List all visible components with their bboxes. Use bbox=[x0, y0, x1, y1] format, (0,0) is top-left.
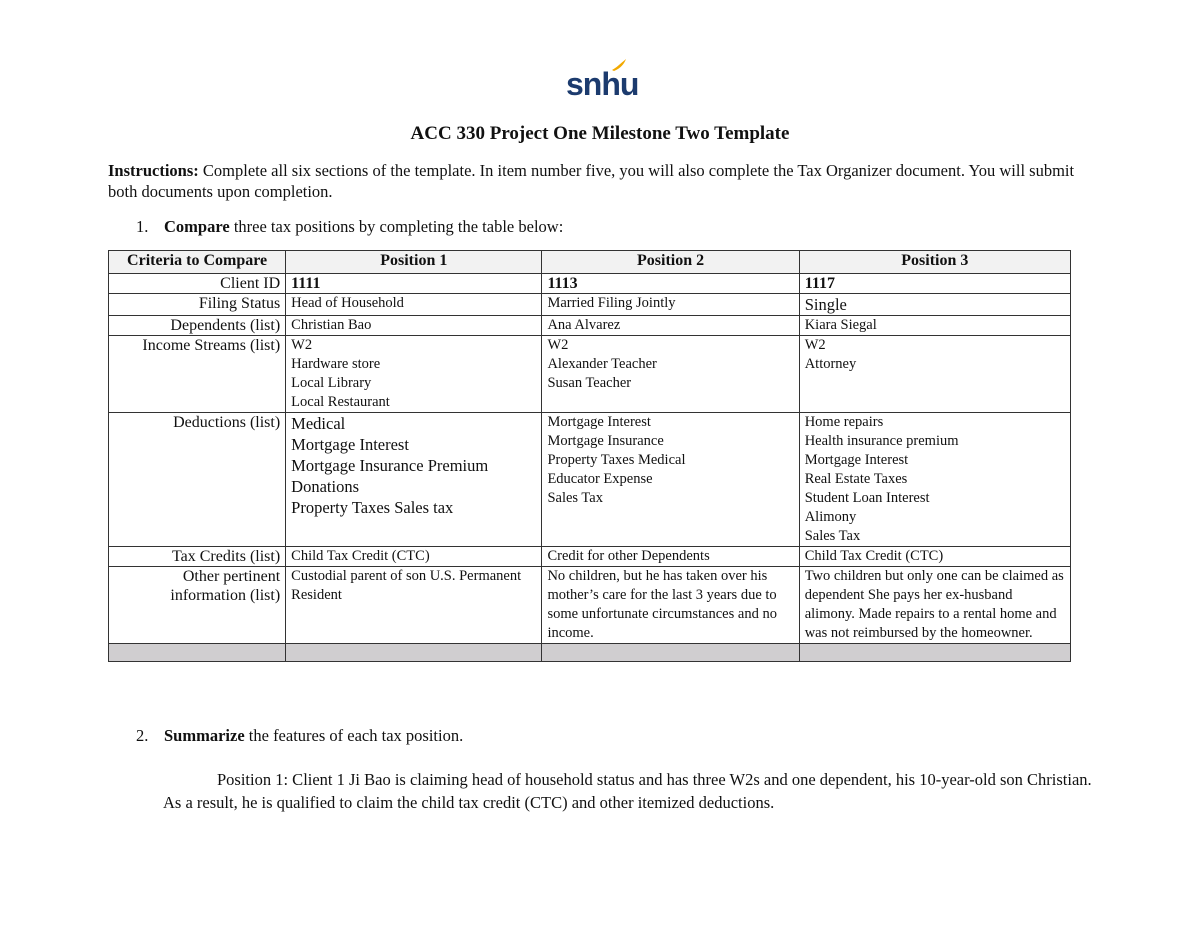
list-item: Sales Tax bbox=[804, 528, 861, 544]
empty-cell bbox=[542, 644, 799, 662]
table-row-other-info bbox=[109, 567, 1071, 644]
list-item: Susan Teacher bbox=[547, 375, 632, 391]
cell-p2: Married Filing Jointly bbox=[542, 294, 799, 316]
cell-p1: Custodial parent of son U.S. Permanent Resident bbox=[286, 567, 542, 644]
summary-position-1: Position 1: Client 1 Ji Bao is claiming head of household status and has three W2s and one dependent, his 10-year-old son Christian. As a result, he is qualified to claim the child tax credit (CTC) and other itemized deductions. bbox=[163, 770, 1092, 812]
cell-p3 bbox=[799, 336, 1070, 413]
instructions-text: Complete all six sections of the template. In item number five, you will also complete the Tax Organizer document. You will submit both documents upon completion. bbox=[108, 161, 1075, 201]
row-label: Income Streams (list) bbox=[109, 336, 286, 413]
list-item: Mortgage Insurance Premium bbox=[291, 456, 489, 475]
cell-p1 bbox=[286, 413, 542, 547]
empty-cell bbox=[799, 644, 1070, 662]
table-row-income-streams bbox=[109, 336, 1071, 413]
header-position-3: Position 3 bbox=[799, 251, 1070, 274]
empty-cell bbox=[109, 644, 286, 662]
list-item: Sales Tax bbox=[547, 490, 603, 506]
cell-p3 bbox=[799, 413, 1070, 547]
table-row-tax-credits bbox=[109, 547, 1071, 567]
list-item: Student Loan Interest bbox=[804, 490, 930, 506]
header-position-1: Position 1 bbox=[286, 251, 542, 274]
cell-p1: Head of Household bbox=[286, 294, 542, 316]
list-item: Health insurance premium bbox=[804, 433, 959, 449]
cell-p3: Child Tax Credit (CTC) bbox=[799, 547, 1070, 567]
cell-p3: 1117 bbox=[799, 274, 1070, 294]
cell-p2: 1113 bbox=[542, 274, 799, 294]
list-item: Property Taxes Medical bbox=[547, 452, 686, 468]
instructions-paragraph bbox=[108, 160, 1088, 202]
list-item: Hardware store bbox=[291, 356, 381, 372]
list-item: Alimony bbox=[804, 509, 857, 525]
list-item: Alexander Teacher bbox=[547, 356, 657, 372]
flame-icon bbox=[610, 58, 628, 72]
comparison-table bbox=[108, 250, 1071, 662]
cell-p2 bbox=[542, 413, 799, 547]
table-row-dependents bbox=[109, 316, 1071, 336]
list-item: Mortgage Interest bbox=[547, 414, 651, 430]
list-item: W2 bbox=[804, 337, 826, 353]
table-row-client-id bbox=[109, 274, 1071, 294]
list-item: Local Library bbox=[291, 375, 372, 391]
cell-p1 bbox=[286, 336, 542, 413]
cell-p1: 1111 bbox=[286, 274, 542, 294]
list-item: Donations bbox=[291, 477, 360, 496]
list-item-text: the features of each tax position. bbox=[244, 726, 464, 745]
cell-p2: Ana Alvarez bbox=[542, 316, 799, 336]
row-label: Tax Credits (list) bbox=[109, 547, 286, 567]
list-item: Attorney bbox=[804, 356, 857, 372]
cell-p2 bbox=[542, 336, 799, 413]
list-number: 1. bbox=[136, 217, 149, 236]
header-position-2: Position 2 bbox=[542, 251, 799, 274]
cell-p3: Kiara Siegal bbox=[799, 316, 1070, 336]
list-item: W2 bbox=[547, 337, 569, 353]
table-row-empty bbox=[109, 644, 1071, 662]
row-label: Filing Status bbox=[109, 294, 286, 316]
list-item-summarize bbox=[136, 726, 463, 746]
table-row-filing-status bbox=[109, 294, 1071, 316]
list-item: Mortgage Interest bbox=[804, 452, 909, 468]
snhu-logo bbox=[566, 58, 639, 104]
table-header-row bbox=[109, 251, 1071, 274]
cell-p2: No children, but he has taken over his mother’s care for the last 3 years due to some unfortunate circumstances and no income. bbox=[542, 567, 799, 644]
cell-p1: Child Tax Credit (CTC) bbox=[286, 547, 542, 567]
row-label: Other pertinent information (list) bbox=[109, 567, 286, 644]
table-row-deductions bbox=[109, 413, 1071, 547]
logo-text: snhu bbox=[566, 66, 639, 102]
list-item: Mortgage Interest bbox=[291, 435, 409, 454]
list-item: Home repairs bbox=[804, 414, 884, 430]
cell-p3: Single bbox=[799, 294, 1070, 316]
list-item-text: three tax positions by completing the table below: bbox=[229, 217, 564, 236]
row-label: Client ID bbox=[109, 274, 286, 294]
list-item: Mortgage Insurance bbox=[547, 433, 664, 449]
header-criteria: Criteria to Compare bbox=[109, 251, 286, 274]
cell-p3: Two children but only one can be claimed as dependent She pays her ex-husband alimony. Made repairs to a rental home and was not reimbursed by the homeowner. bbox=[799, 567, 1070, 644]
row-label: Deductions (list) bbox=[109, 413, 286, 547]
list-item: Medical bbox=[291, 414, 346, 433]
list-item: Educator Expense bbox=[547, 471, 653, 487]
list-item: Local Restaurant bbox=[291, 394, 390, 410]
page-title: ACC 330 Project One Milestone Two Template bbox=[410, 123, 790, 144]
list-item-bold: Compare bbox=[164, 217, 230, 236]
row-label: Dependents (list) bbox=[109, 316, 286, 336]
list-number: 2. bbox=[136, 726, 149, 745]
list-item-compare bbox=[136, 217, 563, 237]
instructions-label: Instructions: bbox=[108, 161, 199, 180]
list-item: Property Taxes Sales tax bbox=[291, 498, 454, 517]
empty-cell bbox=[286, 644, 542, 662]
cell-p1: Christian Bao bbox=[286, 316, 542, 336]
list-item: W2 bbox=[291, 337, 313, 353]
cell-p2: Credit for other Dependents bbox=[542, 547, 799, 567]
list-item: Real Estate Taxes bbox=[804, 471, 908, 487]
list-item-bold: Summarize bbox=[164, 726, 245, 745]
